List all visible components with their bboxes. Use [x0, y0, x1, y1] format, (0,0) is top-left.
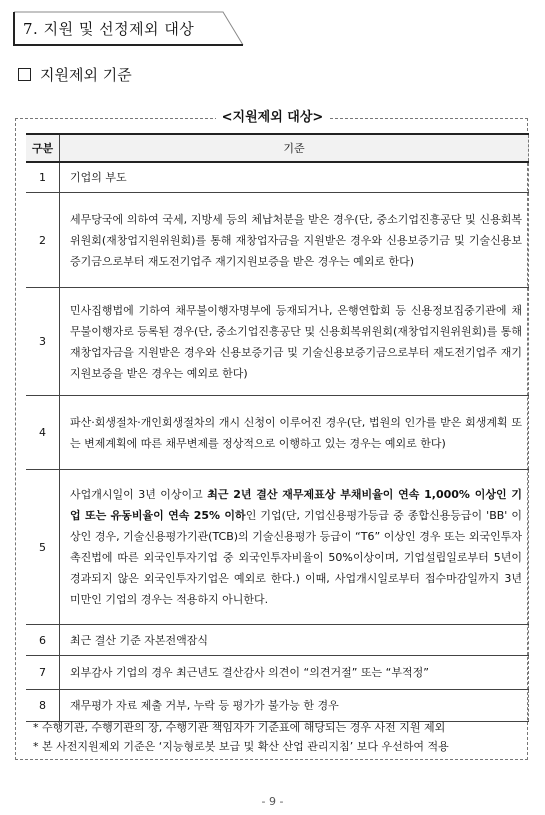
row-number: 7: [26, 656, 60, 690]
table-row: [26, 690, 529, 722]
page-number: - 9 -: [261, 795, 284, 808]
note-line: * 본 사전지원제외 기준은 ‘지능형로봇 보급 및 확산 산업 관리지침’ 보다 우선하여 적용: [33, 740, 449, 753]
row-number: 2: [26, 193, 60, 288]
checkbox-square-icon: [18, 68, 31, 81]
table-title: <지원제외 대상>: [0, 106, 545, 125]
criteria-text: 사업개시일이 3년 이상이고: [70, 488, 208, 501]
table-row: [26, 162, 529, 193]
row-criteria: [60, 288, 529, 396]
section-title: 7. 지원 및 선정제외 대상: [23, 20, 195, 38]
criteria-text: 재무평가 자료 제출 거부, 누락 등 평가가 불가능 한 경우: [70, 699, 339, 712]
row-number: 6: [26, 625, 60, 656]
row-number: 8: [26, 690, 60, 722]
notes: [33, 718, 523, 756]
table-header-row: [26, 134, 529, 162]
row-number: 1: [26, 162, 60, 193]
criteria-text: 민사집행법에 기하여 채무불이행자명부에 등재되거나, 은행연합회 등 신용정보집중기관에 채무불이행자로 등록된 경우(단, 중소기업진흥공단 및 신용회복위원회(재창업지원위원회)를 통해 재창업자금을 지원받은 경우와 신용보증기금 및 기술신용보증기금으로부터 재도전기업주 재기지원보증을 받은 경우는 예외로 한다): [70, 303, 522, 380]
section-heading-tab: [13, 11, 243, 45]
criteria-text: 외부감사 기업의 경우 최근년도 결산감사 의견이 “의견거절” 또는 “부적정”: [70, 666, 429, 679]
row-number: 3: [26, 288, 60, 396]
subheading-text: 지원제외 기준: [40, 66, 132, 84]
row-criteria: [60, 193, 529, 288]
criteria-text: 기업의 부도: [70, 171, 127, 184]
table-row: [26, 656, 529, 690]
table-row: [26, 396, 529, 470]
criteria-text: 파산·회생절차·개인회생절차의 개시 신청이 이루어진 경우(단, 법원의 인가를 받은 회생계획 또는 변제계획에 따른 채무변제를 정상적으로 이행하고 있는 경우는 예외로 한다): [70, 415, 522, 450]
note-line: * 수행기관, 수행기관의 장, 수행기관 책임자가 기준표에 해당되는 경우 사전 지원 제외: [33, 721, 446, 734]
row-criteria: [60, 625, 529, 656]
row-number: 5: [26, 470, 60, 625]
table-row: [26, 625, 529, 656]
criteria-text: 세무당국에 의하여 국세, 지방세 등의 체납처분을 받은 경우(단, 중소기업진흥공단 및 신용회복위원회(재창업지원위원회)를 통해 재창업자금을 지원받은 경우와 신용보증기금 및 기술신용보증기금으로부터 재도전기업주 재기지원보증을 받은 경우는 예외로 한다): [70, 212, 522, 268]
row-number: 4: [26, 396, 60, 470]
row-criteria: [60, 690, 529, 722]
criteria-text: 인 기업(단, 기업신용평가등급 중 종합신용등급이 'BB' 이상인 경우, 기술신용평가기관(TCB)의 기술신용평가 등급이 “T6” 이상인 경우 또는 외국인투자촉진법에 따른 외국인투자기업 중 외국인투자비율이 50%이상이며, 기업설립일로부터 5년이 경과되지 않은 외국인투자기업은 예외로 한다.) 이때, 사업개시일로부터 접수마감일까지 3년 미만인 기업의 경우는 적용하지 아니한다.: [70, 509, 522, 606]
subheading: [18, 64, 132, 85]
row-criteria: [60, 656, 529, 690]
table-row: [26, 193, 529, 288]
table-row: [26, 288, 529, 396]
row-criteria: [60, 162, 529, 193]
table-row: [26, 470, 529, 625]
header-criteria: 기준: [60, 134, 529, 162]
exclusion-table: [26, 133, 529, 722]
criteria-emphasis: 최근 2년 결산 재무제표상 부채비율이 연속 1,000% 이상인 기업 또는 유동비율이 연속 25% 이하: [70, 488, 522, 522]
row-criteria: [60, 470, 529, 625]
row-criteria: [60, 396, 529, 470]
header-num: 구분: [26, 134, 60, 162]
criteria-text: 최근 결산 기준 자본전액잠식: [70, 633, 209, 647]
